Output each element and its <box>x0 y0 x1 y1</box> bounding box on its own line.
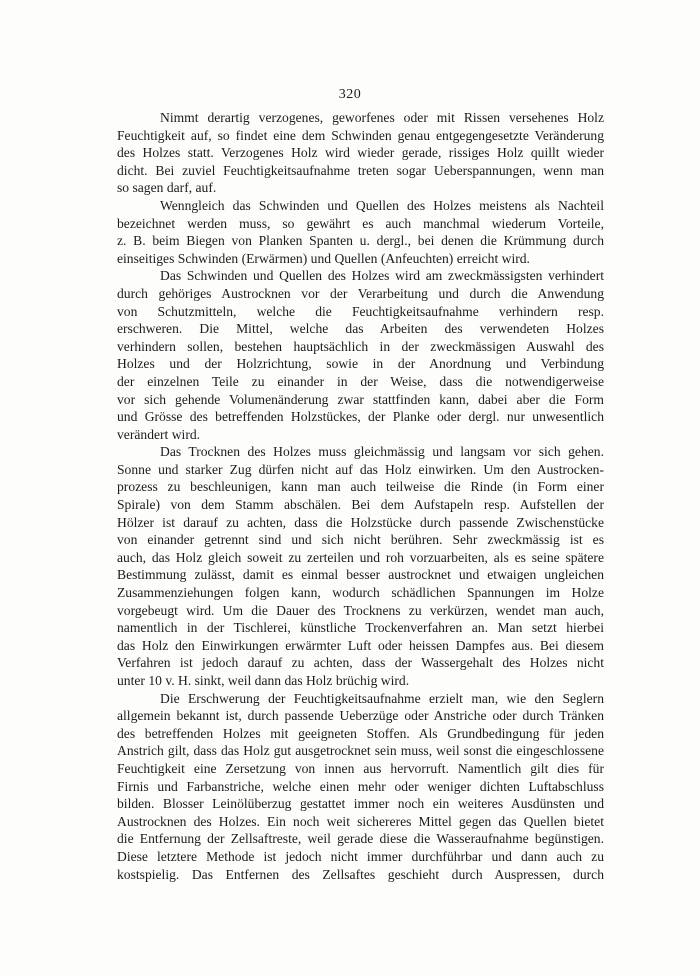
paragraph <box>117 267 604 443</box>
text-line: durch gehöriges Austrocknen vor der Verarbeitung und durch die Anwendung <box>117 285 604 301</box>
text-line: von Schutzmitteln, welche die Feuchtigkeitsaufnahme verhindern resp. <box>117 303 604 319</box>
paragraph <box>117 690 604 884</box>
text-line: Verfahren ist jedoch darauf zu achten, dass der Wassergehalt des Holzes nicht <box>117 655 604 671</box>
text-line: Diese letztere Methode ist jedoch nicht immer durchführbar und dann auch zu <box>117 848 604 864</box>
text-line: einseitiges Schwinden (Erwärmen) und Quellen (Anfeuchten) erreicht wird. <box>117 250 530 266</box>
text-line: unter 10 v. H. sinkt, weil dann das Holz brüchig wird. <box>117 673 410 688</box>
text-line: namentlich in der Tischlerei, künstliche Trockenverfahren an. Man setzt hierbei <box>117 620 604 636</box>
text-line: Das Trocknen des Holzes muss gleichmässig und langsam vor sich gehen. <box>160 444 604 460</box>
text-line: Die Erschwerung der Feuchtigkeitsaufnahme erzielt man, wie den Seglern <box>160 690 604 706</box>
text-line: verhindern sollen, bestehen hauptsächlich in der zweckmässigen Auswahl des <box>117 338 604 354</box>
text-line: vor sich gehende Volumenänderung zwar stattfinden kann, dabei aber die Form <box>117 391 604 407</box>
page-number: 320 <box>338 87 362 102</box>
text-line: des Holzes statt. Verzogenes Holz wird wieder gerade, rissiges Holz quillt wieder <box>117 145 604 161</box>
text-line: prozess zu beschleunigen, kann man auch teilweise die Rinde (in Form einer <box>117 479 604 495</box>
text-line: Holzes und der Holzrichtung, sowie in der Anordnung und Verbindung <box>117 356 604 372</box>
body-text <box>117 109 604 883</box>
text-line: das Holz den Einwirkungen erwärmter Luft oder heissen Dampfes aus. Bei diesem <box>117 637 604 653</box>
text-line: kostspielig. Das Entfernen des Zellsaftes geschieht durch Auspressen, durch <box>117 866 604 882</box>
text-line: von einander getrennt sind und sich nicht berühren. Sehr zweckmässig ist es <box>117 532 604 548</box>
text-line: Feuchtigkeit eine Zersetzung von innen aus hervorruft. Namentlich gilt dies für <box>117 760 604 776</box>
text-line: die Entfernung der Zellsaftreste, weil gerade diese die Wasseraufnahme begünstigen. <box>117 831 604 847</box>
paragraph <box>117 197 604 267</box>
text-line: Wenngleich das Schwinden und Quellen des Holzes meistens als Nachteil <box>160 197 604 213</box>
text-line: Spirale) von dem Stamm abschälen. Bei dem Aufstapeln resp. Aufstellen der <box>117 497 604 513</box>
text-line: so sagen darf, auf. <box>117 180 217 196</box>
text-line: Firnis und Farbanstriche, welche einen mehr oder weniger dichten Luftabschluss <box>117 778 604 794</box>
text-line: erschweren. Die Mittel, welche das Arbeiten des verwendeten Holzes <box>117 321 604 337</box>
text-line: Sonne und starker Zug dürfen nicht auf das Holz einwirken. Um den Austrocken- <box>117 461 604 477</box>
text-line: vorgebeugt wird. Um die Dauer des Trocknens zu verkürzen, wendet man auch, <box>117 602 604 618</box>
paragraph <box>117 109 604 197</box>
text-line: Feuchtigkeit auf, so findet eine dem Schwinden genau entgegengesetzte Veränderung <box>117 127 604 143</box>
text-line: auch, das Holz gleich soweit zu zerteilen und roh vorzuarbeiten, als es seine spätere <box>117 549 604 565</box>
text-line: verändert wird. <box>117 426 201 442</box>
text-line: bilden. Blosser Leinölüberzug gestattet immer noch ein weiteres Ausdünsten und <box>117 796 604 812</box>
text-line: Bestimmung zulässt, damit es einmal besser austrocknet und etwaigen ungleichen <box>117 567 604 583</box>
text-line: und Grösse des betreffenden Holzstückes, der Planke oder dergl. nur unwesentlich <box>117 409 604 425</box>
text-line: allgemein bekannt ist, durch passende Ueberzüge oder Anstriche oder durch Tränken <box>117 708 604 724</box>
text-line: Zusammenziehungen folgen kann, wodurch schädlichen Spannungen im Holze <box>117 585 604 601</box>
text-line: z. B. beim Biegen von Planken Spanten u. dergl., bei denen die Krümmung durch <box>117 233 604 249</box>
text-line: Hölzer ist darauf zu achten, dass die Holzstücke durch passende Zwischenstücke <box>117 514 604 530</box>
text-line: Austrocknen des Holzes. Ein noch weit sichereres Mittel gegen das Quellen bietet <box>117 813 604 829</box>
text-line: des betreffenden Holzes mit geeigneten Stoffen. Als Grundbedingung für jeden <box>117 725 604 741</box>
text-line: der einzelnen Teile zu einander in der Weise, dass die notwendigerweise <box>117 373 604 389</box>
paragraph <box>117 443 604 689</box>
text-line: Nimmt derartig verzogenes, geworfenes oder mit Rissen versehenes Holz <box>160 110 604 125</box>
text-line: bezeichnet werden muss, so gewährt es auch manchmal wiederum Vorteile, <box>117 215 604 231</box>
text-line: Anstrich gilt, dass das Holz gut ausgetrocknet sein muss, weil sonst die eingeschlossene <box>117 743 604 759</box>
text-line: dicht. Bei zuviel Feuchtigkeitsaufnahme treten sogar Ueberspannungen, wenn man <box>117 162 604 178</box>
text-line: Das Schwinden und Quellen des Holzes wird am zweckmässigsten verhindert <box>160 268 604 284</box>
